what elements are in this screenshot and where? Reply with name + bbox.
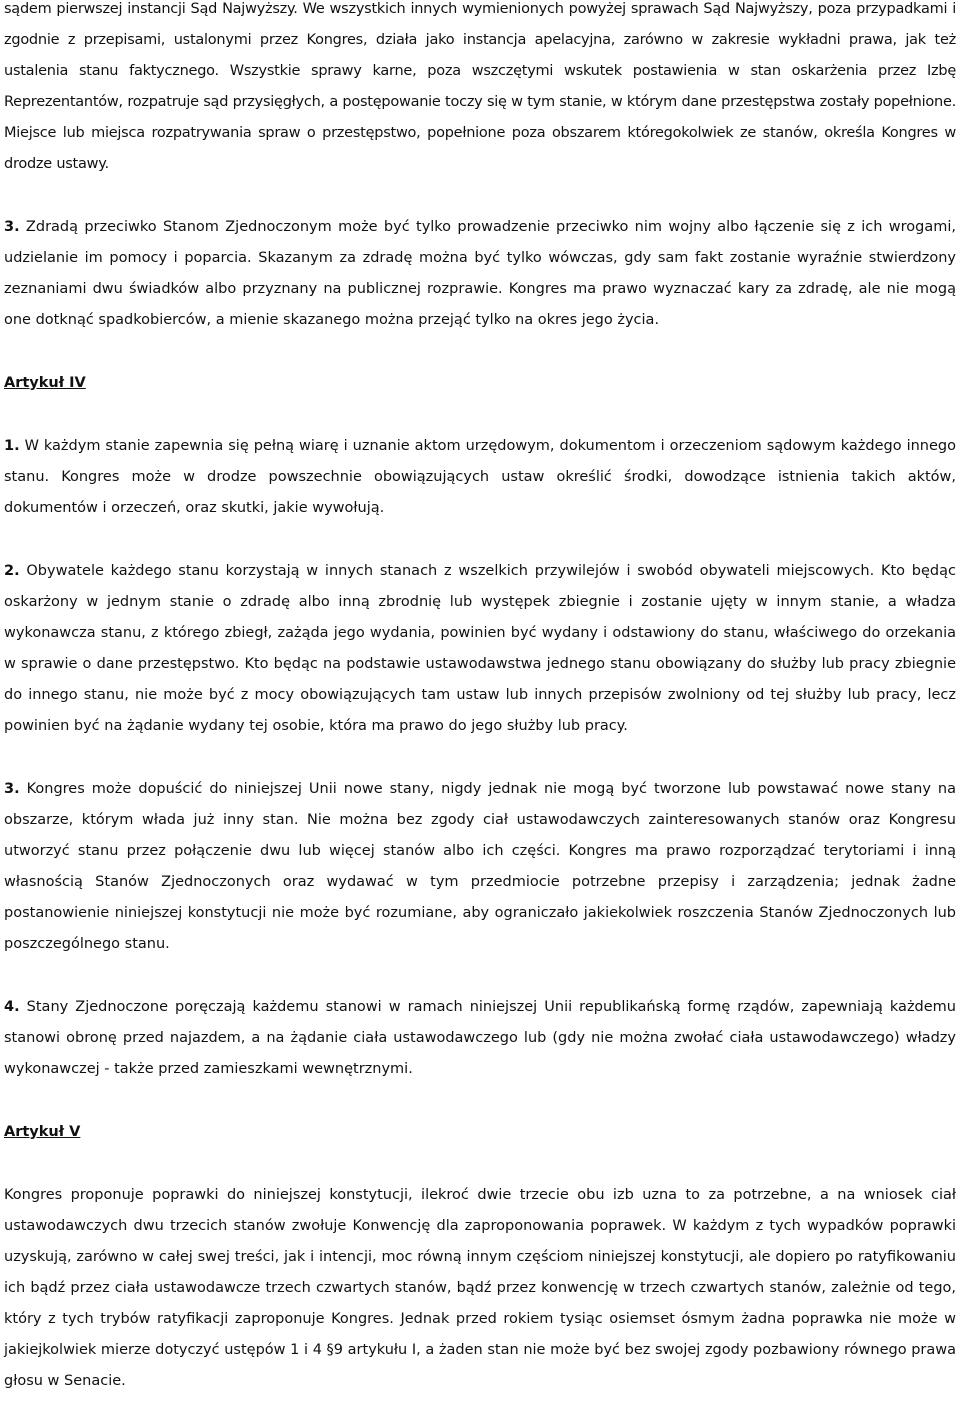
paragraph-art5: Kongres proponuje poprawki do niniejszej konstytucji, ilekroć dwie trzecie obu izb uzna to za potrzebne, a na wniosek ciał ustawodawczych dwu trzecich stanów zwołuje Konwencję dla zaproponowania poprawek. W każdym z tych wypadków poprawki uzyskują, zarówno w całej swej treści, jak i intencji, moc równą innym częściom niniejszej konstytucji, ale dopiero po ratyfikowaniu ich bądź przez ciała ustawodawcze trzech czwartych stanów, bądź przez konwencję w trzech czwartych stanów, zależnie od tego, który z tych trybów ratyfikacji zaproponuje Kongres. Jednak przed rokiem tysiąc osiemset ósmym żadna poprawka nie może w jakiejkolwiek mierze dotyczyć ustępów 1 i 4 §9 artykułu I, a żaden stan nie może być bez swojej zgody pozbawiony równego prawa głosu w Senacie.: [4, 1187, 956, 1389]
paragraph-art3-s3: [4, 212, 956, 336]
paragraph-art4-s1: [4, 431, 956, 524]
section-text: W każdym stanie zapewnia się pełną wiarę i uznanie aktom urzędowym, dokumentom i orzeczeniom sądowym każdego innego stanu. Kongres może w drodze powszechnie obowiązujących ustaw określić środki, dowodzące istnienia takich aktów, dokumentów i orzeczeń, oraz skutki, jakie wywołują.: [4, 438, 956, 516]
section-text: Zdradą przeciwko Stanom Zjednoczonym może być tylko prowadzenie przeciwko nim wojny albo łączenie się z ich wrogami, udzielanie im pomocy i poparcia. Skazanym za zdradę można być tylko wówczas, gdy sam fakt zostanie wyraźnie stwierdzony zeznaniami dwu świadków albo przyznany na publicznej rozprawie. Kongres ma prawo wyznaczać kary za zdradę, ale nie mogą one dotknąć spadkobierców, a mienie skazanego można przejąć tylko na okres jego życia.: [4, 219, 956, 328]
section-number: 3.: [4, 781, 20, 797]
paragraph-art3-s2-continuation: sądem pierwszej instancji Sąd Najwyższy. We wszystkich innych wymienionych powyżej sprawach Sąd Najwyższy, poza przypadkami i zgodnie z przepisami, ustalonymi przez Kongres, działa jako instancja apelacyjna, zarówno w zakresie wykładni prawa, jak też ustalenia stanu faktycznego. Wszystkie sprawy karne, poza wszczętymi wskutek postawienia w stan oskarżenia przez Izbę Reprezentantów, rozpatruje sąd przysięgłych, a postępowanie toczy się w tym stanie, w którym dane przestępstwa zostały popełnione. Miejsce lub miejsca rozpatrywania spraw o przestępstwo, popełnione poza obszarem któregokolwiek ze stanów, określa Kongres w drodze ustawy.: [4, 1, 956, 172]
section-text: Obywatele każdego stanu korzystają w innych stanach z wszelkich przywilejów i swobód obywateli miejscowych. Kto będąc oskarżony w jednym stanie o zdradę albo inną zbrodnię lub występek zbiegnie i zostanie ujęty w innym stanie, a władza wykonawcza stanu, z którego zbiegł, zażąda jego wydania, powinien być wydany i odstawiony do stanu, właściwego do orzekania w sprawie o dane przestępstwo. Kto będąc na podstawie ustawodawstwa jednego stanu obowiązany do służby lub pracy zbiegnie do innego stanu, nie może być z mocy obowiązujących tam ustaw lub innych przepisów zwolniony od tej służby lub pracy, lecz powinien być na żądanie wydany tej osobie, która ma prawo do jego służby lub pracy.: [4, 563, 956, 734]
paragraph-art4-s4: [4, 992, 956, 1085]
section-text: Kongres może dopuścić do niniejszej Unii nowe stany, nigdy jednak nie mogą być tworzone lub powstawać nowe stany na obszarze, którym włada już inny stan. Nie można bez zgody ciał ustawodawczych zainteresowanych stanów oraz Kongresu utworzyć stanu przez połączenie dwu lub więcej stanów albo ich części. Kongres ma prawo rozporządzać terytoriami i inną własnością Stanów Zjednoczonych oraz wydawać w tym przedmiocie potrzebne przepisy i zarządzenia; jednak żadne postanowienie niniejszej konstytucji nie może być rozumiane, aby ograniczało jakiekolwiek roszczenia Stanów Zjednoczonych lub poszczególnego stanu.: [4, 781, 956, 952]
section-number: 3.: [4, 219, 20, 235]
heading-artykul-iv: Artykuł IV: [4, 375, 86, 391]
paragraph-art4-s3: [4, 774, 956, 960]
section-number: 2.: [4, 563, 20, 579]
section-number: 1.: [4, 438, 20, 454]
paragraph-art4-s2: [4, 556, 956, 742]
section-text: Stany Zjednoczone poręczają każdemu stanowi w ramach niniejszej Unii republikańską formę rządów, zapewniają każdemu stanowi obronę przed najazdem, a na żądanie ciała ustawodawczego lub (gdy nie można zwołać ciała ustawodawczego) władzy wykonawczej - także przed zamieszkami wewnętrznymi.: [4, 999, 956, 1077]
heading-artykul-v: Artykuł V: [4, 1124, 81, 1140]
document-page: [4, 0, 956, 1397]
section-number: 4.: [4, 999, 20, 1015]
